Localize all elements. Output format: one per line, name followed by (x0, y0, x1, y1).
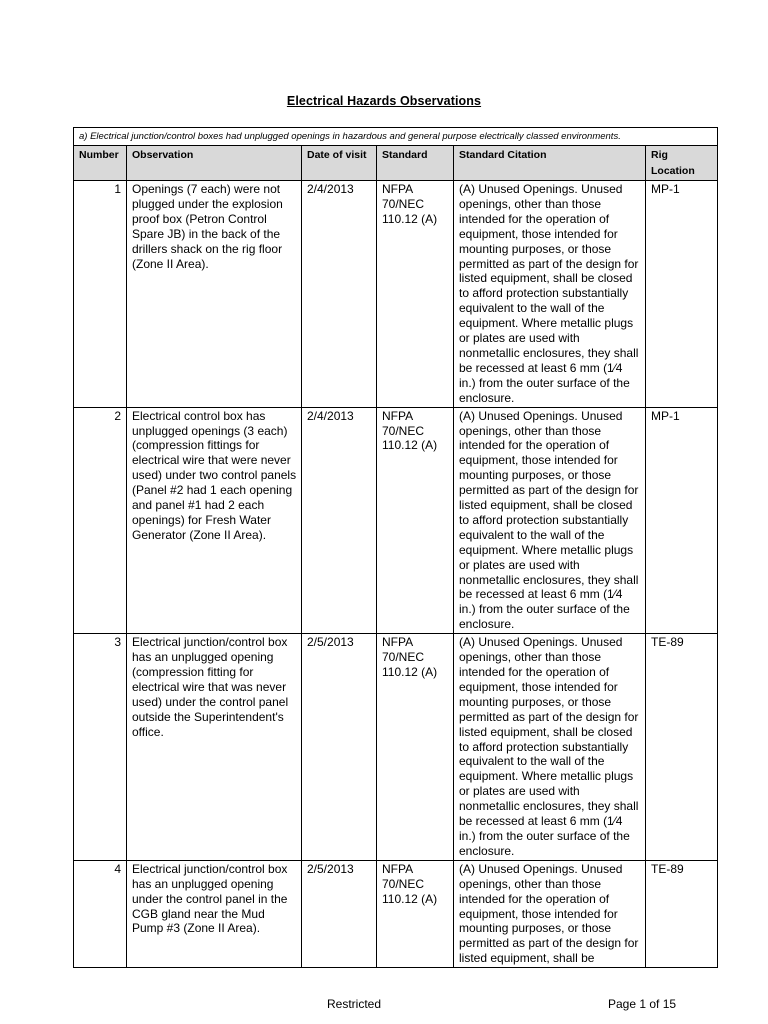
table-row (74, 634, 718, 861)
cell-standard: NFPA 70/NEC 110.12 (A) (377, 407, 454, 634)
cell-date: 2/4/2013 (302, 407, 377, 634)
cell-location: MP-1 (646, 181, 718, 408)
table-row (74, 181, 718, 408)
table-row (74, 407, 718, 634)
header-row (74, 146, 718, 181)
document-title: Electrical Hazards Observations (286, 94, 482, 108)
cell-number: 4 (74, 860, 127, 967)
cell-citation: (A) Unused Openings. Unused openings, other than those intended for the operation of equipment, those intended for mounting purposes, or those permitted as part of the design for listed equipment, shall be closed to afford protection substantially equivalent to the wall of the equipment. Where metallic plugs or plates are used with nonmetallic enclosures, they shall be recessed at least 6 mm (1⁄4 in.) from the outer surface of the enclosure. (454, 634, 646, 861)
cell-standard: NFPA 70/NEC 110.12 (A) (377, 634, 454, 861)
cell-citation: (A) Unused Openings. Unused openings, other than those intended for the operation of equipment, those intended for mounting purposes, or those permitted as part of the design for listed equipment, shall be closed to afford protection substantially equivalent to the wall of the equipment. Where metallic plugs or plates are used with nonmetallic enclosures, they shall be recessed at least 6 mm (1⁄4 in.) from the outer surface of the enclosure. (454, 181, 646, 408)
cell-date: 2/5/2013 (302, 634, 377, 861)
cell-observation: Electrical control box has unplugged openings (3 each) (compression fittings for electrical wire that were never used) under two control panels (Panel #2 had 1 each opening and panel #1 had 2 each openings) for Fresh Water Generator (Zone II Area). (127, 407, 302, 634)
cell-date: 2/5/2013 (302, 860, 377, 967)
cell-location: TE-89 (646, 634, 718, 861)
header-standard: Standard (377, 146, 454, 181)
observations-table (73, 127, 718, 968)
cell-location: MP-1 (646, 407, 718, 634)
intro-row (74, 128, 718, 146)
cell-number: 1 (74, 181, 127, 408)
header-number: Number (74, 146, 127, 181)
section-intro: a) Electrical junction/control boxes had unplugged openings in hazardous and general purpose electrically classed environments. (74, 128, 718, 146)
header-standard-citation: Standard Citation (454, 146, 646, 181)
cell-citation: (A) Unused Openings. Unused openings, other than those intended for the operation of equipment, those intended for mounting purposes, or those permitted as part of the design for listed equipment, shall be closed to afford protection substantially equivalent to the wall of the equipment. Where metallic plugs or plates are used with nonmetallic enclosures, they shall be recessed at least 6 mm (1⁄4 in.) from the outer surface of the enclosure. (454, 407, 646, 634)
footer-classification: Restricted (327, 997, 382, 1011)
cell-citation: (A) Unused Openings. Unused openings, other than those intended for the operation of equipment, those intended for mounting purposes, or those permitted as part of the design for listed equipment, shall be (454, 860, 646, 967)
cell-observation: Electrical junction/control box has an unplugged opening (compression fitting for electrical wire that was never used) under the control panel outside the Superintendent's office. (127, 634, 302, 861)
cell-standard: NFPA 70/NEC 110.12 (A) (377, 181, 454, 408)
cell-location: TE-89 (646, 860, 718, 967)
cell-standard: NFPA 70/NEC 110.12 (A) (377, 860, 454, 967)
table-row (74, 860, 718, 967)
header-date-of-visit: Date of visit (302, 146, 377, 181)
header-rig-location: Rig Location (646, 146, 718, 181)
footer-page-number: Page 1 of 15 (608, 997, 677, 1011)
cell-number: 2 (74, 407, 127, 634)
header-observation: Observation (127, 146, 302, 181)
cell-observation: Openings (7 each) were not plugged under the explosion proof box (Petron Control Spare JB) in the back of the drillers shack on the rig floor (Zone II Area). (127, 181, 302, 408)
cell-date: 2/4/2013 (302, 181, 377, 408)
cell-number: 3 (74, 634, 127, 861)
cell-observation: Electrical junction/control box has an unplugged opening under the control panel in the CGB gland near the Mud Pump #3 (Zone II Area). (127, 860, 302, 967)
